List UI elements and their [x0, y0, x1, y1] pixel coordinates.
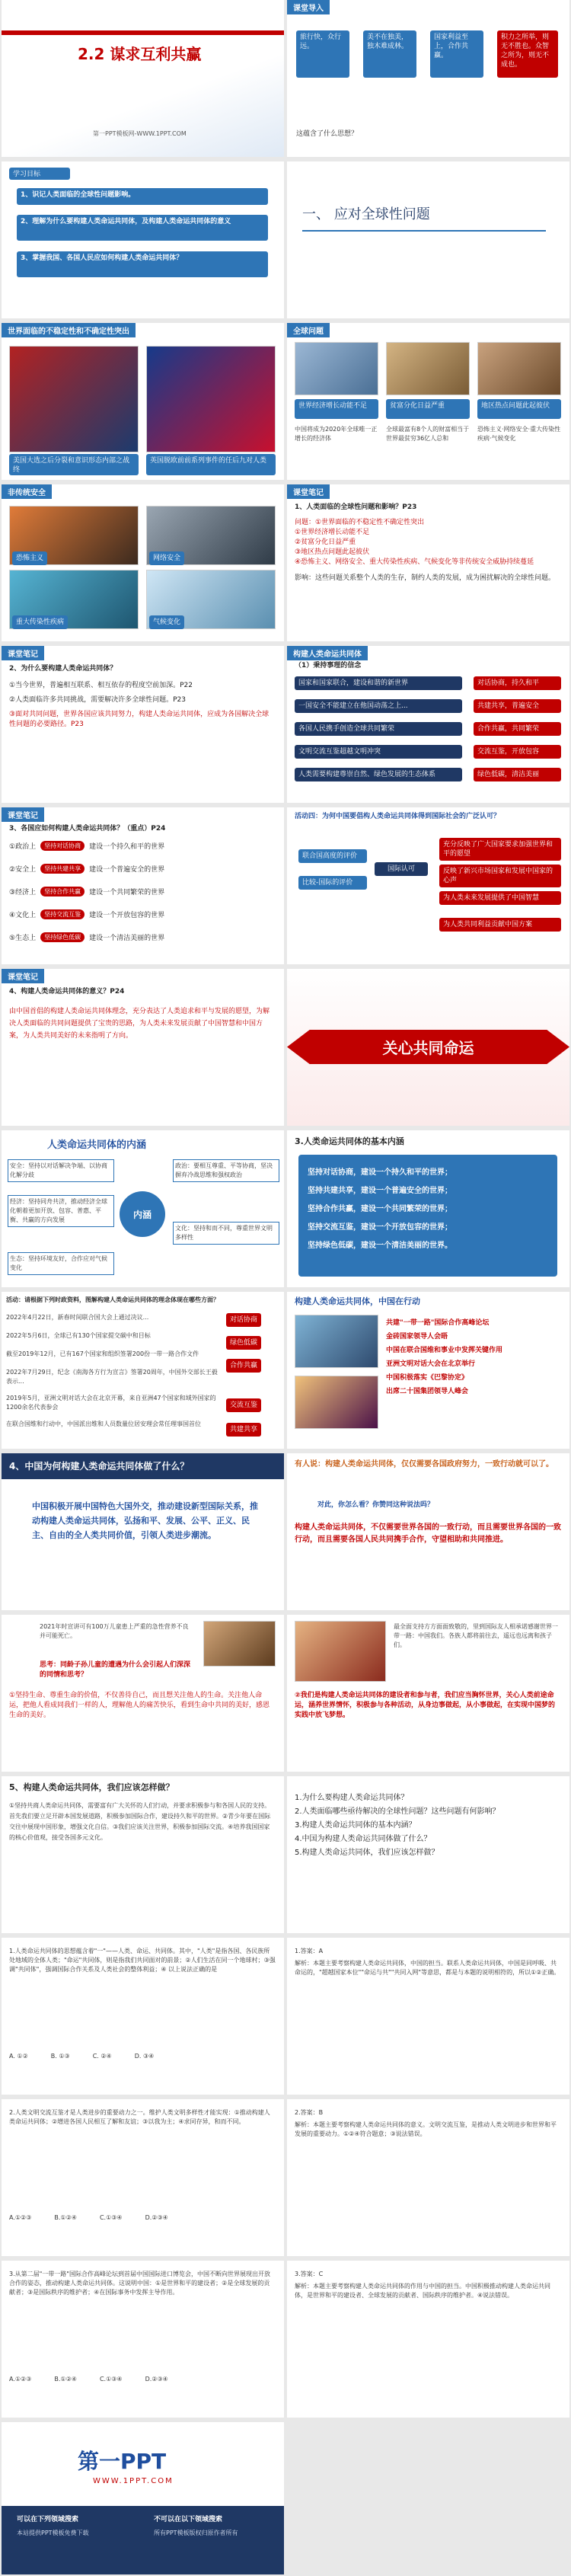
- issue-caption: 贫富分化日益严重: [386, 399, 470, 419]
- slide-discussion: [287, 1453, 569, 1610]
- row-text: 建设一个共同繁荣的世界: [89, 889, 165, 896]
- answer-label: 3.答案：C: [295, 2271, 324, 2277]
- review-item: 5.构建人类命运共同体，我们应该怎样做？: [295, 1849, 439, 1857]
- answer-label: 2.答案：B: [295, 2109, 324, 2116]
- section-tag: 世界面临的不稳定性和不确定性突出: [2, 323, 136, 337]
- slide-review: [287, 1776, 569, 1933]
- connotation-item: 经济：坚持同舟共济，推动经济全球化朝着更加开放、包容、普惠、平衡、共赢的方向发展: [8, 1195, 114, 1227]
- slide-heading: 人类命运共同体的内涵: [47, 1139, 147, 1151]
- review-item: 2.人类面临哪些亟待解决的全球性问题？这些问题有何影响？: [295, 1807, 500, 1816]
- answer-pill: 绿色低碳: [226, 1336, 261, 1350]
- activity-title: 活动四：为何中国要倡构人类命运共同体得到国际社会的广泛认可？: [295, 813, 501, 820]
- issue-note: 恐怖主义·网络安全·重大传染性疾病·气候变化: [477, 426, 561, 442]
- row-pill: 坚持对话协商: [40, 841, 85, 851]
- section-tag: 课堂笔记: [2, 969, 44, 983]
- slide-activity-news: [2, 1292, 284, 1449]
- think-question: 思考：同龄子孙儿童的遭遇为什么会引起人们深深的同情和思考？: [40, 1661, 191, 1679]
- slide-china-action: [287, 1292, 569, 1449]
- slide-connotation: [2, 1130, 284, 1287]
- answer-pill: 共建共享: [226, 1423, 261, 1437]
- reason-box: 反映了新兴市场国家和发展中国家的心声: [439, 865, 561, 887]
- quote-card: 美不在独美，独木难成林。: [363, 30, 416, 78]
- row-pill: 坚持共建共享: [40, 864, 85, 874]
- principle-pill: 合作共赢，共同繁荣: [474, 722, 561, 736]
- quote-card: 旅行快，众行远。: [296, 30, 349, 78]
- slide-exercise-3: [2, 2261, 284, 2418]
- connotation-row: 坚持合作共赢，建设一个共同繁荣的世界；: [308, 1205, 452, 1213]
- row-text: 建设一个普遍安全的世界: [89, 866, 165, 874]
- photo-caption: 恐怖主义: [12, 551, 47, 565]
- slide-answer-1: [287, 1938, 569, 2095]
- slide-intro: [287, 0, 569, 157]
- center-circle: 内涵: [120, 1191, 165, 1237]
- slide-body: ①坚持共商人类命运共同体，需要富有广大关怀的人们行动，并要求积极参与和各国人民的支持。首先我们要立足开辟本国发展道路，积极参加国际合作，建设持久和平的世界。②青少年要在国际交往中展现中国形象，增强文化自信。③我们应该关注世界，积极参加国际交流。④培养我国国家的核心价值观，接受各国多元文化。: [9, 1802, 271, 1841]
- photo-poverty: [386, 342, 470, 395]
- slide-title: [2, 0, 284, 157]
- note-question: 2、为什么要构建人类命运共同体？: [9, 665, 117, 673]
- option-d: D. ③④: [134, 2053, 155, 2060]
- answer-explanation: 解析：本题主要考察构建人类命运共同体的作用与中国的担当。中国积极推动构建人类命运共同体，是世界和平的建设者、全球发展的贡献者、国际秩序的维护者。④说法错误。: [295, 2283, 550, 2299]
- principle-pill: 对话协商，持久和平: [474, 676, 561, 690]
- source-box: 联合国高度的评价: [298, 849, 367, 863]
- option-a: A.①②③: [9, 2376, 32, 2383]
- sub-heading: （1）秉持事理的信念: [295, 662, 362, 670]
- goal-item: 2、理解为什么要构建人类命运共同体，及构建人类命运共同体的意义: [17, 215, 268, 241]
- answer-text: ②我们是构建人类命运共同体的建设者和参与者，我们应当胸怀世界，关心人类前途命运，涵养世界情怀，积极参与各种活动，从身边事做起，从小事做起，在实现中国梦的实践中放飞梦想。: [295, 1692, 556, 1719]
- news-item: 在联合国维和行动中，中国派出维和人员数量位居安理会常任理事国首位: [6, 1421, 201, 1427]
- issue-caption: 世界经济增长动能不足: [295, 399, 378, 419]
- option-b: B.①②④: [54, 2376, 77, 2383]
- answer-explanation: 解析：本题主要考察构建人类命运共同体的意义。文明交流互鉴，是推动人类文明进步和世界和平发展的重要动力。①②④符合题意；③说法错误。: [295, 2121, 557, 2137]
- slide-answer-3: [287, 2261, 569, 2418]
- row-pill: 坚持合作共赢: [40, 887, 85, 896]
- note-line: ②人类面临许多共同挑战，需要解决许多全球性问题。P23: [9, 696, 186, 704]
- section-tag: 课堂笔记: [2, 807, 44, 822]
- section-tag: 全球问题: [287, 323, 330, 337]
- connotation-item: 文化：坚持和而不同，尊重世界文明多样性: [173, 1222, 279, 1245]
- slide-heading: 5、构建人类命运共同体，我们应该怎样做？: [9, 1782, 174, 1792]
- row-label: ③经济上: [9, 889, 37, 896]
- slide-goals: [2, 161, 284, 318]
- note-line: ②贫富分化日益严重: [295, 539, 356, 546]
- exercise-question: 1.人类命运共同体的思想蕴含着"一"——人类、命运、共同体。其中，"人类"是指各国、各民族所处地域的全体人类；"命运"共同体，则是指我们共同面对的前景；②人们生活在同一个地球村；③强调"共同体"，强调国际合作关系及人类社会的整体利益；④ 以上说法正确的是: [9, 1948, 276, 1973]
- action-item: 中国在联合国维和事业中发挥关键作用: [386, 1347, 503, 1354]
- option-c: C.①③④: [99, 2214, 123, 2221]
- center-box: 国际认可: [375, 862, 428, 876]
- note-line: ③面对共同问题，世界各国应该共同努力，构建人类命运共同体，应成为各国解决全球性问题的必要路径。P23: [9, 711, 270, 728]
- quote-card: 国家利益至上，合作共赢。: [430, 30, 483, 78]
- photo-forum: [295, 1315, 378, 1368]
- connotation-row: 坚持交流互鉴，建设一个开放包容的世界；: [308, 1223, 452, 1232]
- footer-banner: [2, 2422, 284, 2574]
- reason-box: 充分反映了广大国家要求加强世界和平的愿望: [439, 838, 561, 861]
- answer-text: ①坚持生命、尊重生命的价值，不仅善待自己，而且想关注他人的生命。关注他人命运，把他人看成同我们一样的人，理解他人的痛苦快乐，看到生命中共同的美好，感恩生命的美好。: [9, 1692, 270, 1719]
- photo-caption: 英国脱欧前前系列事件的任后九对人类: [146, 454, 276, 475]
- fact-row: 一国安全不能建立在他国动荡之上...: [295, 699, 462, 713]
- slide-body: 中国积极开展中国特色大国外交，推动建设新型国际关系，推动构建人类命运共同体，弘扬和平、发展、公平、正义、民主、自由的全人类共同价值，引领人类进步潮流。: [32, 1501, 258, 1540]
- exercise-question: 2.人类文明交流互鉴才是人类进步的重要动力之一。维护人类文明多样性才能实现：①推动构建人类命运共同体；②增进各国人民相互了解和友谊；③以我为主；④求同存异，和而不同。: [9, 2109, 270, 2125]
- slide-heading: 3.人类命运共同体的基本内涵: [295, 1136, 404, 1146]
- action-item: 出席二十国集团领导人峰会: [386, 1388, 469, 1395]
- review-item: 4.中国为构建人类命运共同体做了什么？: [295, 1835, 432, 1843]
- slide-notes-4: [2, 969, 284, 1126]
- slide-notes-1: [287, 484, 569, 641]
- connotation-row: 坚持共建共享，建设一个普遍安全的世界；: [308, 1187, 452, 1195]
- footer-site: WWW.1PPT.COM: [93, 2477, 174, 2485]
- photo-caption: 气候变化: [149, 615, 184, 629]
- answer-pill: 合作共赢: [226, 1359, 261, 1373]
- issue-note: 全球最富有8个人的财富相当于世界最贫穷36亿人总和: [386, 426, 470, 442]
- news-item: 2022年4月22日，新春时间联合国大会上通过决议...: [6, 1314, 149, 1321]
- option-b: B. ①③: [50, 2053, 70, 2060]
- photo-conflict: [477, 342, 561, 395]
- action-item: 共建"一带一路"国际合作高峰论坛: [386, 1319, 490, 1327]
- option-a: A. ①②: [9, 2053, 28, 2060]
- goal-item: 3、掌握我国、各国人民应如何构建人类命运共同体？: [17, 251, 268, 277]
- case-text: 最全面支持方方面面致敬的，里到国际友人相承诺感谢世界一带一路：中国我们。各族人都将前往去，遥远也远离和孩子们。: [394, 1623, 558, 1648]
- slide-heading: 4、中国为何构建人类命运共同体做了什么？: [9, 1461, 190, 1472]
- photo-caption: 重大传染性疾病: [12, 615, 68, 629]
- news-item: 截至2019年12月，已有167个国家和组织签署200份一带一路合作文件: [6, 1350, 199, 1357]
- photo-summit: [295, 1376, 378, 1429]
- photo-aid: [295, 1621, 386, 1682]
- note-line: ③地区热点问题此起彼伏: [295, 548, 370, 556]
- section-tag: 课堂笔记: [287, 484, 330, 499]
- principle-pill: 共建共享，普遍安全: [474, 699, 561, 713]
- case-text: 2021年时宣讲可有100万儿童患上严重的急性营养不良并可能死亡。: [40, 1623, 189, 1639]
- slide-notes-3: [2, 807, 284, 964]
- principle-pill: 绿色低碳，清洁美丽: [474, 768, 561, 781]
- slide-notes-2: [2, 646, 284, 803]
- option-c: C. ②④: [92, 2053, 112, 2060]
- slide-exercise-1: [2, 1938, 284, 2095]
- row-label: ④文化上: [9, 912, 37, 919]
- photo-economy: [295, 342, 378, 395]
- section-heading: 一、 应对全球性问题: [302, 206, 430, 222]
- fact-row: 各国人民携手创造全球共同繁荣: [295, 722, 462, 736]
- row-text: 建设一个清洁美丽的世界: [89, 935, 165, 942]
- option-b: B.①②④: [54, 2214, 77, 2221]
- quote-card: 积力之所举，则无不胜也。众智之所为，则无不成也。: [497, 30, 558, 78]
- prompt-question: 对此，你怎么看？你赞同这种说法吗？: [317, 1501, 435, 1509]
- note-line: 问题：①世界面临的不稳定性不确定性突出: [295, 519, 425, 526]
- news-item: 2022年5月6日，全球已有130个国家提交碳中和目标: [6, 1332, 151, 1339]
- issue-caption: 地区热点问题此起彼伏: [477, 399, 561, 419]
- principle-pill: 交流互鉴，开放包容: [474, 745, 561, 759]
- row-pill: 坚持绿色低碳: [40, 932, 85, 942]
- reason-box: 为人类未来发展提供了中国智慧: [439, 891, 561, 905]
- note-question: 3、各国应如何构建人类命运共同体？（重点）P24: [9, 825, 166, 833]
- answer-pill: 交流互鉴: [226, 1398, 261, 1412]
- note-line: 影响：这些问题关系整个人类的生存，制约人类的发展，成为困扰解决的全球性问题。: [295, 574, 556, 582]
- slide-activity-4: [287, 807, 569, 964]
- note-line: ①世界经济增长动能不足: [295, 529, 370, 536]
- note-line: ④恐怖主义、网络安全、重大传染性疾病、气候变化等非传统安全威胁持续蔓延: [295, 558, 534, 566]
- slide-section-one: [287, 161, 569, 318]
- photo-us-election: [9, 346, 139, 452]
- slide-basic-connotation: [287, 1130, 569, 1287]
- review-item: 1.为什么要构建人类命运共同体？: [295, 1794, 409, 1802]
- section-tag: 学习目标: [9, 168, 70, 180]
- footer-col-title: 不可以在以下领域搜索: [154, 2516, 223, 2523]
- question-text: 这蕴含了什么思想？: [296, 130, 359, 138]
- row-label: ②安全上: [9, 866, 37, 874]
- note-body: 由中国首倡的构建人类命运共同体理念，充分表达了人类追求和平与发展的愿望，为解决人类面临的共同问题提供了宝贵的思路，为人类未来发展贡献了中国智慧和中国方案，为人类共同美好的未来指明了方向。: [9, 1008, 270, 1040]
- slide-exercise-2: [2, 2099, 284, 2256]
- news-item: 2019年5月，亚洲文明对话大会在北京开幕，来自亚洲47个国家和域外国家的1200余名代表参会: [6, 1395, 216, 1411]
- slide-builders: [287, 1615, 569, 1772]
- footer-logo: 第一PPT: [78, 2449, 167, 2474]
- option-c: C.①③④: [99, 2376, 123, 2383]
- connotation-item: 安全：坚持以对话解决争端、以协商化解分歧: [8, 1159, 114, 1182]
- exercise-question: 3.从第二届"一带一路"国际合作高峰论坛到首届中国国际进口博览会，中国不断向世界展现出开放合作的姿态，推动构建人类命运共同体。这说明中国：①是世界和平的建设者；②是全球发展的贡献者；③是国际秩序的维护者；④在国际事务中发挥主导作用。: [9, 2271, 270, 2296]
- slide-how-to-do: [2, 1776, 284, 1933]
- option-d: D.②③④: [145, 2214, 168, 2221]
- footer-empty: [287, 2422, 569, 2574]
- prompt-text: 有人说：构建人类命运共同体，仅仅需要各国政府努力，一致行动就可以了。: [295, 1460, 553, 1469]
- review-item: 3.构建人类命运共同体的基本内涵？: [295, 1821, 416, 1830]
- goal-item: 1、识记人类面临的全球性问题影响。: [17, 188, 268, 205]
- note-question: 1、人类面临的全球性问题和影响？P23: [295, 503, 417, 511]
- action-item: 中国积极落实《巴黎协定》: [386, 1374, 469, 1382]
- slide-security: [2, 484, 284, 641]
- photo-caption: 美国大选之后分裂和意识形态内部之战终: [9, 454, 139, 475]
- footer-col-text: 本站提供PPT模板免费下载: [17, 2530, 89, 2536]
- action-item: 金砖国家领导人会晤: [386, 1333, 448, 1341]
- connotation-row: 坚持对话协商，建设一个持久和平的世界；: [308, 1168, 452, 1177]
- slide-global-issues: [287, 323, 569, 480]
- section-tag: 课堂笔记: [2, 646, 44, 660]
- slide-uncertainty: [2, 323, 284, 480]
- note-line: ①当今世界，普遍相互联系、相互依存的程度空前加深。P22: [9, 682, 193, 689]
- slide-heading: 2.2 谋求互利共赢: [78, 45, 202, 63]
- answer-text: 构建人类命运共同体，不仅需要世界各国的一致行动，而且需要世界各国的一致行动，而且需要各国人民共同携手合作，守望相助和共同推进。: [295, 1523, 561, 1544]
- row-label: ⑤生态上: [9, 935, 37, 942]
- slide-subtitle: 第一PPT模板网-WWW.1PPT.COM: [93, 130, 187, 137]
- reason-box: 为人类共同利益贡献中国方案: [439, 918, 561, 932]
- slide-children: [2, 1615, 284, 1772]
- answer-explanation: 解析：本题主要考察构建人类命运共同体，中国的担当。联系人类命运共同体，中国是同呼吸、共命运的，"超越国家本位""命运与共""共同入网"等意思，都是与本题的说明相符的，所以①②正确。: [295, 1960, 560, 1976]
- option-a: A.①②③: [9, 2214, 32, 2221]
- activity-title: 活动：请根据下列时政资料，图解构建人类命运共同体的理念体现在哪些方面？: [6, 1296, 219, 1303]
- slide-china-did: [2, 1453, 284, 1610]
- row-label: ①政治上: [9, 843, 37, 851]
- answer-pill: 对话协商: [226, 1313, 261, 1327]
- footer-col-title: 可以在下列领域搜索: [17, 2516, 79, 2523]
- section-tag: 非传统安全: [2, 484, 52, 499]
- news-item: 2022年7月29日，纪念《南海各方行为宣言》签署20周年，中国外交部长王毅表示...: [6, 1369, 218, 1385]
- row-pill: 坚持交流互鉴: [40, 909, 85, 919]
- section-heading: 关心共同命运: [382, 1039, 474, 1057]
- photo-brexit: [146, 346, 276, 452]
- slide-section-shared-fate: [287, 969, 569, 1126]
- connotation-item: 政治：要相互尊重、平等协商，坚决摒弃冷战思维和强权政治: [173, 1159, 279, 1182]
- divider: [302, 230, 546, 232]
- row-text: 建设一个开放包容的世界: [89, 912, 165, 919]
- slide-answer-2: [287, 2099, 569, 2256]
- fact-row: 国家和国家联合，建设和谐的新世界: [295, 676, 462, 690]
- fact-row: 文明交流互鉴超越文明冲突: [295, 745, 462, 759]
- slide-heading: 构建人类命运共同体，中国在行动: [295, 1296, 420, 1306]
- footer-col-text: 所有PPT模板版权归原作者所有: [154, 2530, 238, 2536]
- fact-row: 人类需要构建尊崇自然、绿色发展的生态体系: [295, 768, 462, 781]
- answer-label: 1.答案：A: [295, 1948, 324, 1954]
- source-box: 比较-国际的评价: [298, 876, 367, 890]
- photo-caption: 网络安全: [149, 551, 184, 565]
- section-tag: 课堂导入: [287, 0, 330, 14]
- connotation-row: 坚持绿色低碳，建设一个清洁美丽的世界。: [308, 1242, 452, 1250]
- issue-note: 中国将成为2020年全球唯一正增长的经济体: [295, 426, 378, 442]
- slide-build-community: [287, 646, 569, 803]
- section-tag: 构建人类命运共同体: [287, 646, 368, 660]
- note-question: 4、构建人类命运共同体的意义？P24: [9, 988, 125, 996]
- photo-children: [203, 1621, 276, 1667]
- option-d: D.②③④: [145, 2376, 168, 2383]
- action-item: 亚洲文明对话大会在北京举行: [386, 1360, 476, 1368]
- row-text: 建设一个持久和平的世界: [89, 843, 165, 851]
- connotation-item: 生态：坚持环境友好，合作应对气候变化: [8, 1252, 114, 1275]
